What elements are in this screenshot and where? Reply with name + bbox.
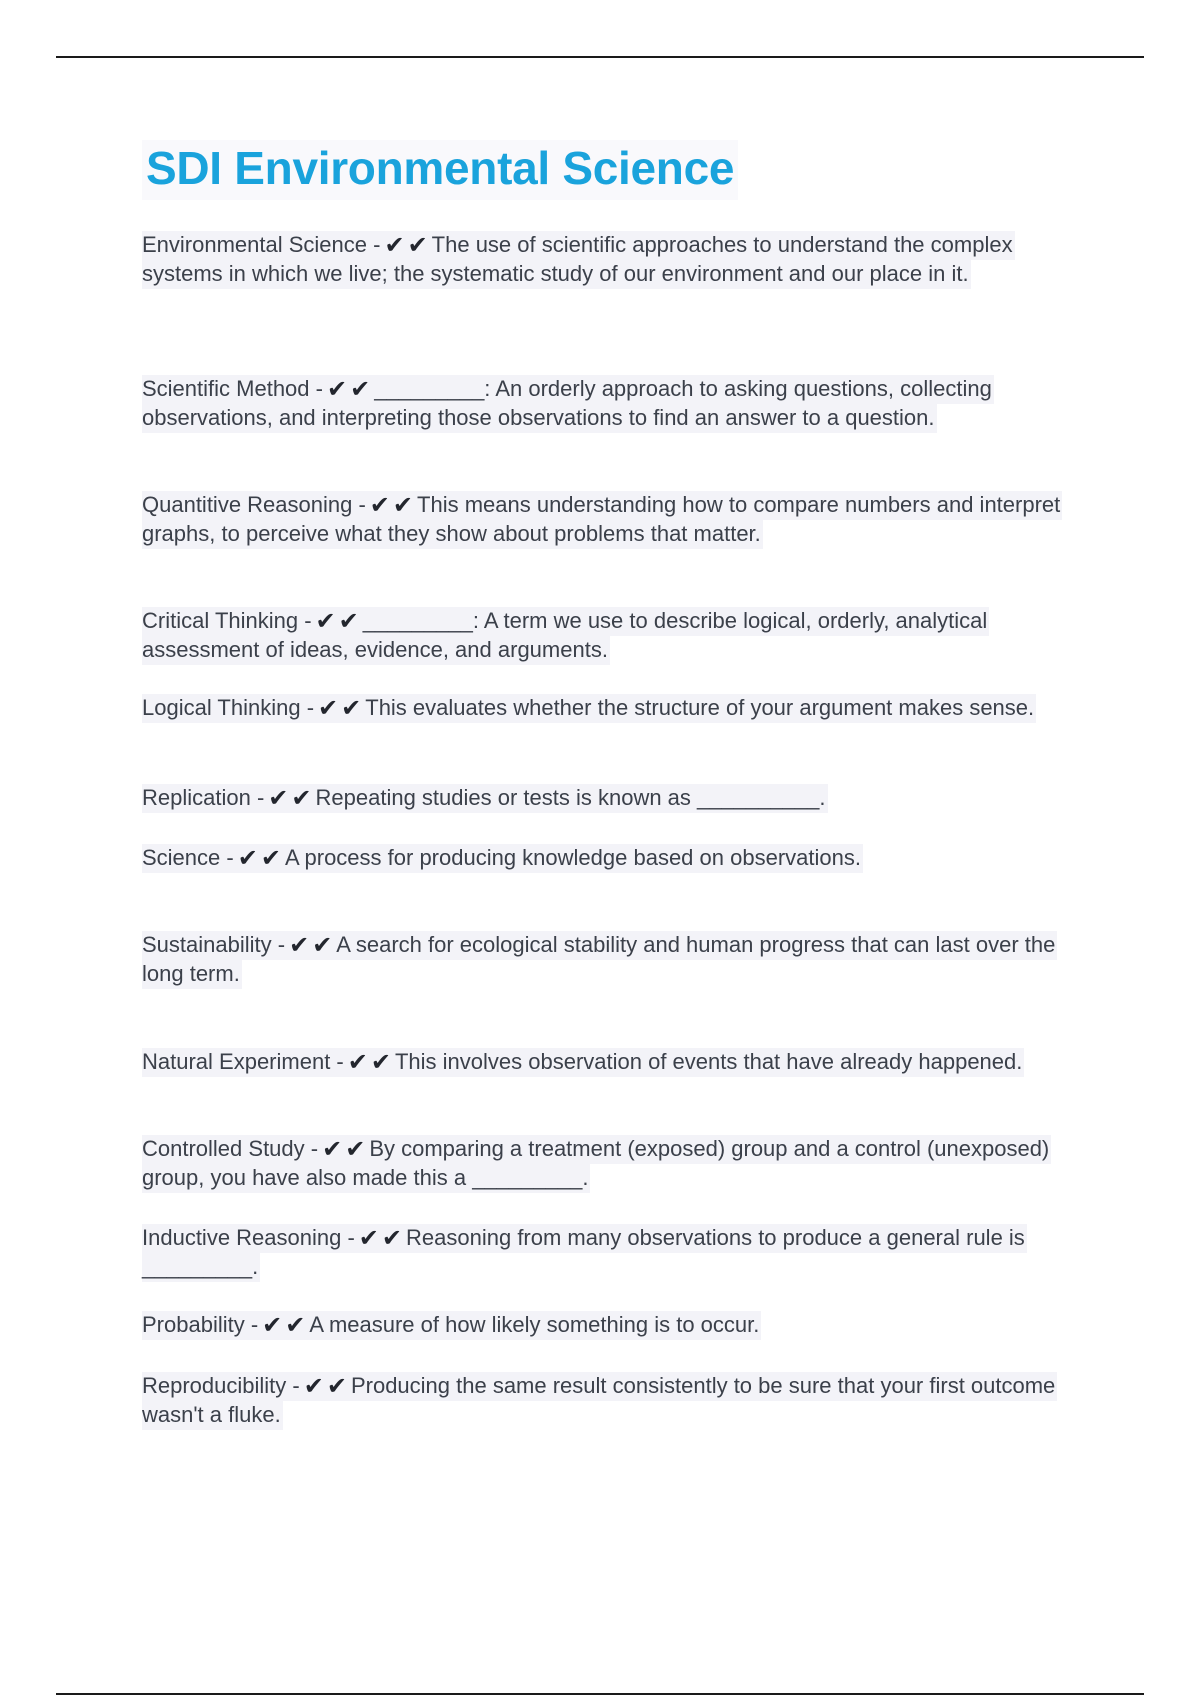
double-check-icon: ✔︎✔︎ bbox=[318, 694, 365, 722]
term-definition: Repeating studies or tests is known as __________. bbox=[315, 785, 826, 810]
term-label: Inductive Reasoning - bbox=[142, 1225, 355, 1250]
document-title: SDI Environmental Science bbox=[142, 140, 738, 200]
term-entry bbox=[142, 374, 1082, 432]
double-check-icon: ✔︎✔︎ bbox=[358, 1224, 406, 1252]
term-entry bbox=[142, 490, 1082, 548]
term-entry bbox=[142, 1223, 1082, 1281]
term-label: Reproducibility - bbox=[142, 1373, 300, 1398]
term-entry bbox=[142, 1310, 1082, 1339]
term-definition: By comparing a treatment (exposed) group and a control (unexposed) group, you have also made this a _________. bbox=[142, 1136, 1050, 1190]
double-check-icon: ✔︎✔︎ bbox=[237, 844, 284, 872]
double-check-icon: ✔︎✔︎ bbox=[315, 607, 362, 635]
term-entry bbox=[142, 1371, 1082, 1429]
term-label: Logical Thinking - bbox=[142, 695, 315, 720]
term-label: Critical Thinking - bbox=[142, 608, 312, 633]
term-label: Environmental Science - bbox=[142, 232, 381, 257]
term-entry bbox=[142, 606, 1082, 664]
term-definition: A measure of how likely something is to occur. bbox=[309, 1312, 760, 1337]
term-definition: The use of scientific approaches to understand the complex systems in which we live; the systematic study of our environment and our place in it. bbox=[142, 232, 1013, 286]
term-entry bbox=[142, 1134, 1082, 1192]
term-definition: Producing the same result consistently to be sure that your first outcome wasn't a fluke. bbox=[142, 1373, 1056, 1427]
term-label: Scientific Method - bbox=[142, 376, 323, 401]
term-entry bbox=[142, 843, 1082, 872]
footer-rule bbox=[56, 1693, 1144, 1695]
double-check-icon: ✔︎✔︎ bbox=[384, 231, 431, 259]
double-check-icon: ✔︎✔︎ bbox=[262, 1311, 309, 1339]
term-label: Probability - bbox=[142, 1312, 259, 1337]
term-label: Replication - bbox=[142, 785, 265, 810]
term-definition: A search for ecological stability and human progress that can last over the long term. bbox=[142, 932, 1056, 986]
term-definition: _________: A term we use to describe logical, orderly, analytical assessment of ideas, evidence, and arguments. bbox=[142, 608, 988, 662]
term-label: Natural Experiment - bbox=[142, 1049, 344, 1074]
term-label: Quantitive Reasoning - bbox=[142, 492, 366, 517]
term-definition: Reasoning from many observations to produce a general rule is _________. bbox=[142, 1225, 1025, 1279]
term-definition: _________: An orderly approach to asking questions, collecting observations, and interpreting those observations to find an answer to a question. bbox=[142, 376, 992, 430]
term-definition: This involves observation of events that have already happened. bbox=[394, 1049, 1023, 1074]
term-entry bbox=[142, 930, 1082, 988]
term-label: Science - bbox=[142, 845, 234, 870]
term-entry bbox=[142, 693, 1082, 722]
double-check-icon: ✔︎✔︎ bbox=[369, 491, 417, 519]
double-check-icon: ✔︎✔︎ bbox=[347, 1048, 394, 1076]
term-definition: A process for producing knowledge based on observations. bbox=[284, 845, 861, 870]
double-check-icon: ✔︎✔︎ bbox=[322, 1135, 369, 1163]
term-label: Sustainability - bbox=[142, 932, 286, 957]
term-entry bbox=[142, 230, 1082, 288]
double-check-icon: ✔︎✔︎ bbox=[303, 1372, 350, 1400]
header-rule bbox=[56, 56, 1144, 58]
term-definition: This evaluates whether the structure of your argument makes sense. bbox=[365, 695, 1035, 720]
double-check-icon: ✔︎✔︎ bbox=[326, 375, 374, 403]
double-check-icon: ✔︎✔︎ bbox=[268, 784, 315, 812]
term-entry bbox=[142, 783, 1082, 812]
double-check-icon: ✔︎✔︎ bbox=[289, 931, 336, 959]
term-entry bbox=[142, 1047, 1082, 1076]
term-definition: This means understanding how to compare numbers and interpret graphs, to perceive what they show about problems that matter. bbox=[142, 492, 1061, 546]
term-label: Controlled Study - bbox=[142, 1136, 319, 1161]
